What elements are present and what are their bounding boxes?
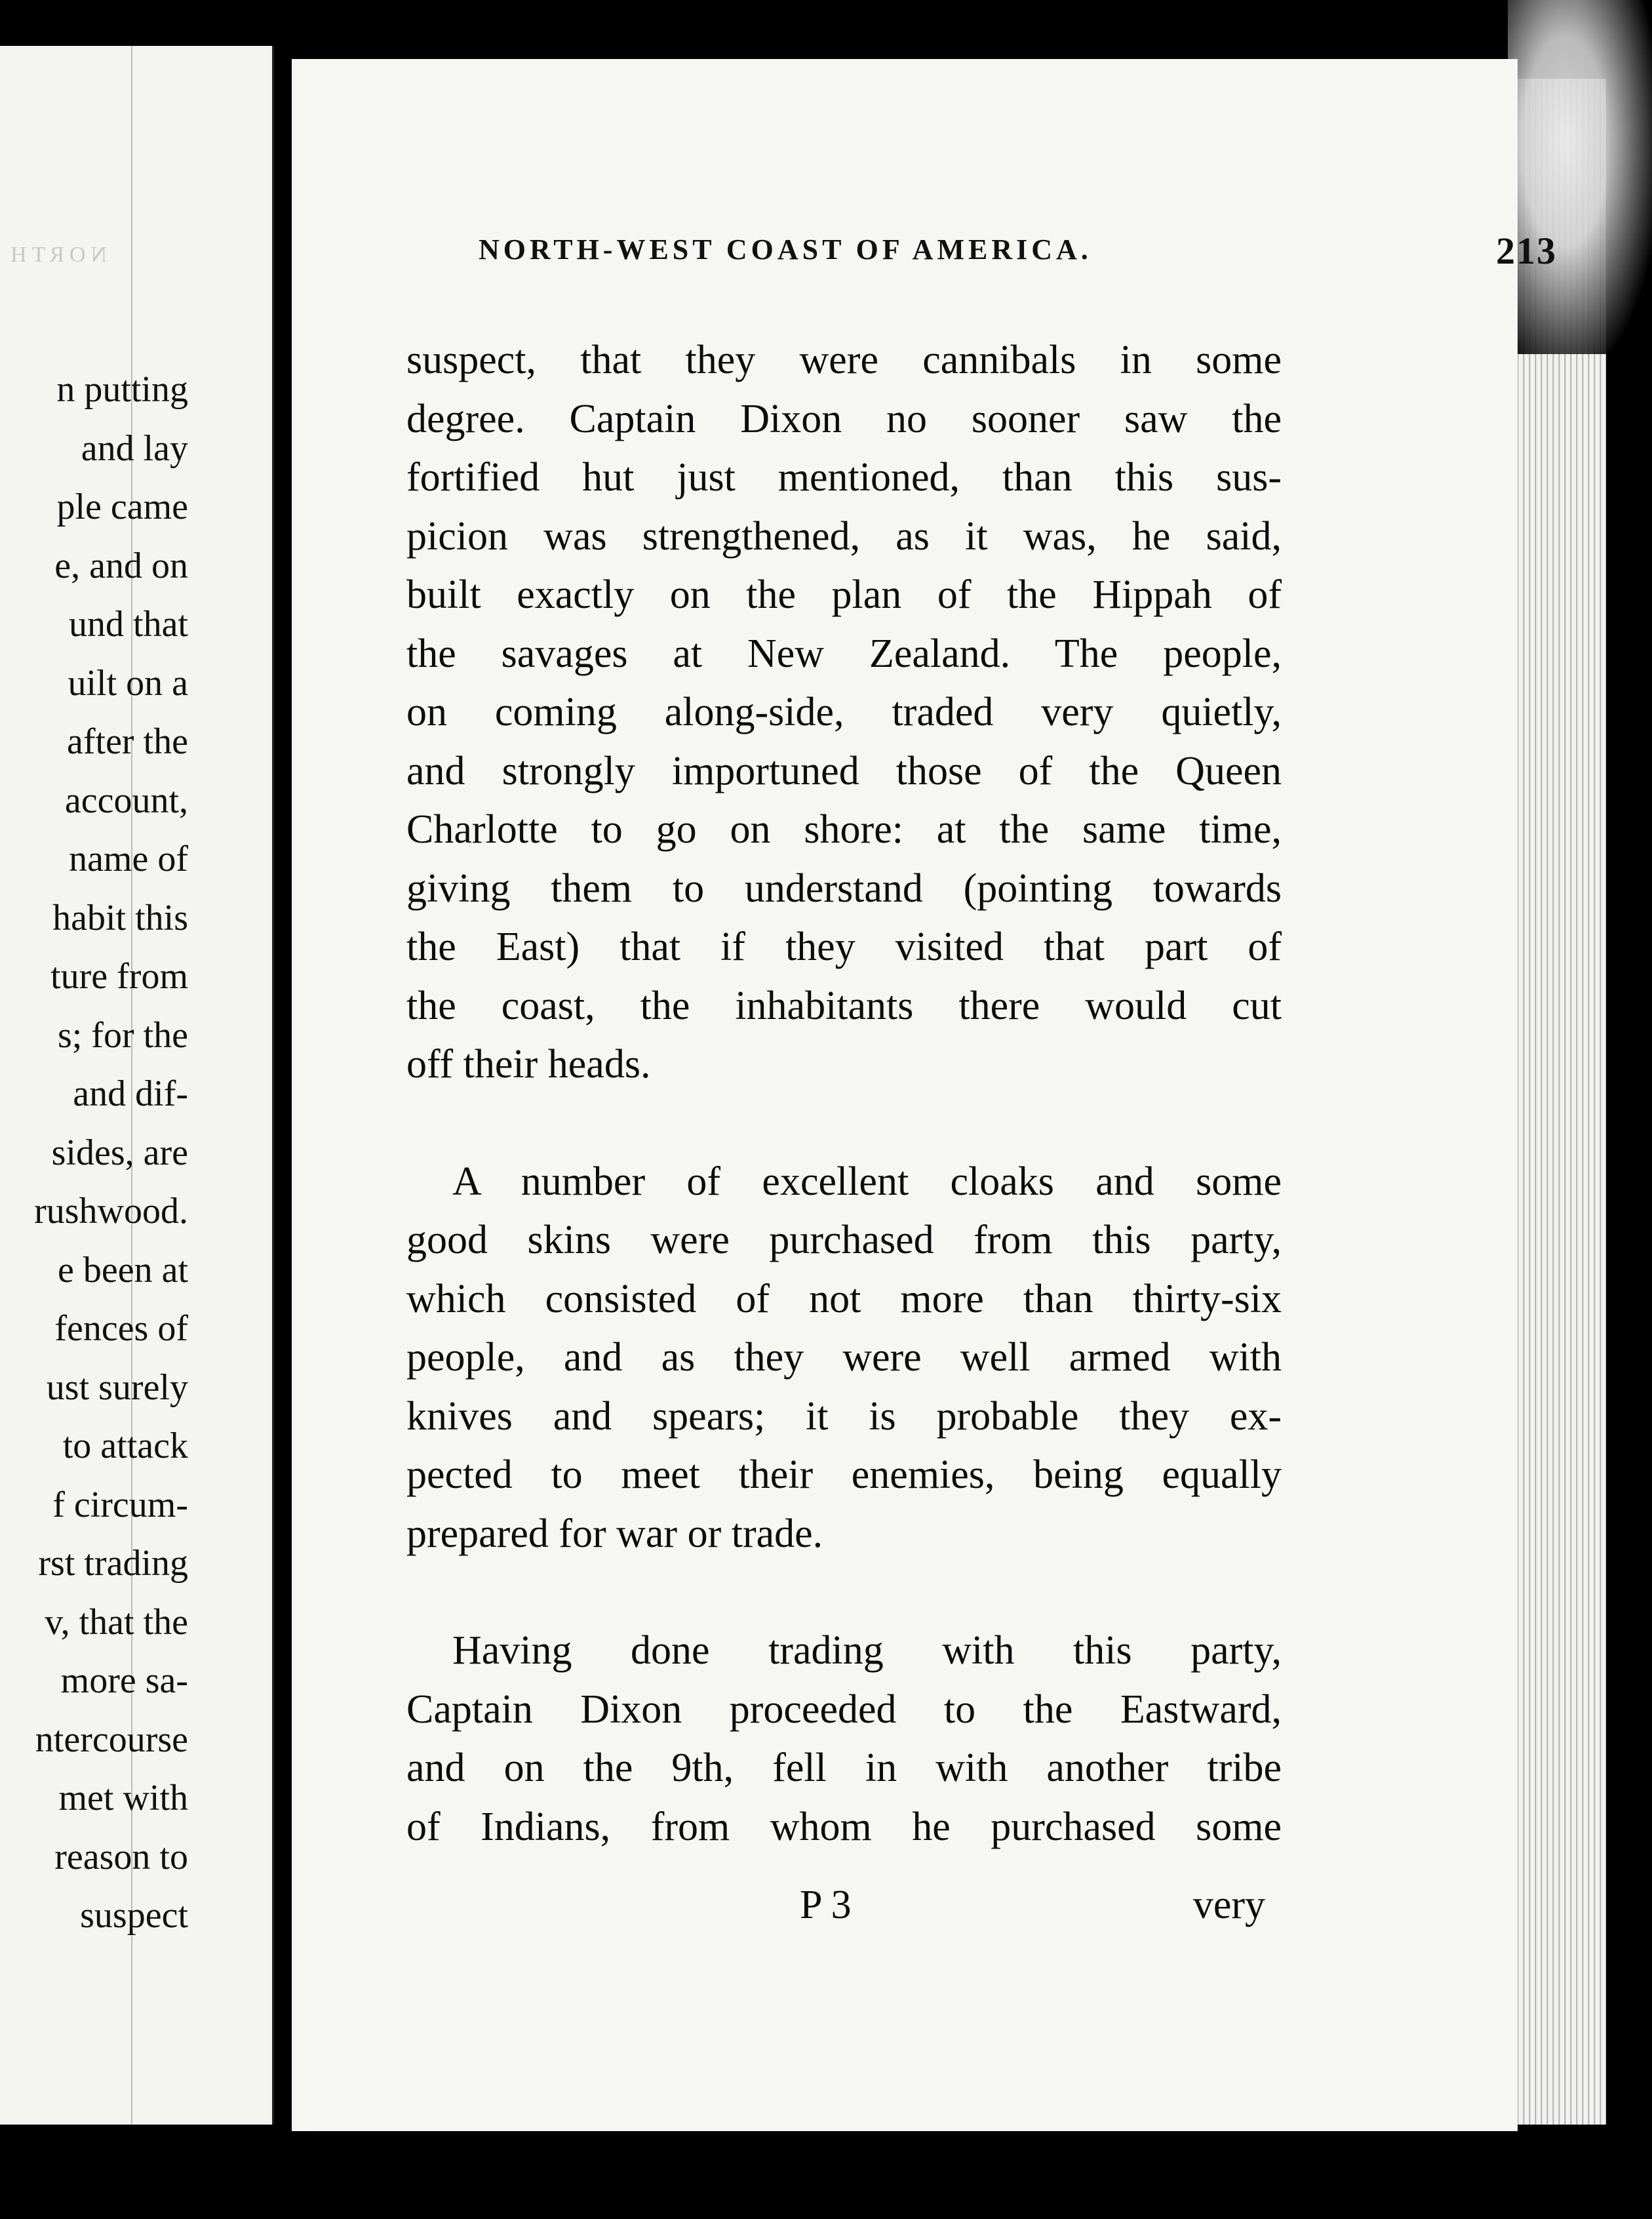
text-line: ntercourse [35, 1719, 188, 1760]
text-line: Captain Dixon proceeded to the Eastward, [406, 1687, 1282, 1732]
text-line: fortified hut just mentioned, than this sus- [406, 455, 1282, 500]
text-line: rst trading [38, 1543, 188, 1584]
text-line: and on the 9th, fell in with another tribe [406, 1746, 1282, 1790]
text-line: rushwood. [34, 1191, 188, 1231]
text-line: suspect [80, 1895, 188, 1936]
text-line: ple came [56, 487, 188, 527]
right-page [292, 59, 1557, 2131]
text-line: on coming along-side, traded very quietly, [406, 690, 1282, 734]
text-line: more sa- [60, 1660, 188, 1701]
text-line: pected to meet their enemies, being equally [406, 1452, 1282, 1497]
text-line: knives and spears; it is probable they ex- [406, 1393, 1282, 1439]
text-line: fences of [54, 1308, 188, 1349]
text-line: v, that the [45, 1601, 188, 1643]
text-line: degree. Captain Dixon no sooner saw the [406, 396, 1282, 441]
left-page [0, 46, 274, 2125]
text-line: the savages at New Zealand. The people, [406, 631, 1282, 676]
text-line: picion was strengthened, as it was, he said, [406, 513, 1282, 559]
running-head [479, 230, 1573, 272]
text-line: name of [69, 839, 188, 879]
text-line: prepared for war or trade. [406, 1511, 823, 1556]
left-running-head-fragment: NORTH [5, 243, 108, 267]
text-line: Charlotte to go on shore: at the same time, [406, 807, 1282, 852]
signature-mark: P 3 [800, 1883, 852, 1927]
text-line: A number of excellent cloaks and some [452, 1159, 1282, 1204]
catchword: very [1192, 1883, 1265, 1927]
scan-smudge [1508, 0, 1652, 354]
text-line: and dif- [73, 1073, 188, 1114]
text-line: ust surely [46, 1367, 188, 1408]
text-line: s; for the [57, 1014, 188, 1056]
text-line: sides, are [51, 1132, 188, 1173]
text-line: the East) that if they visited that part of [406, 925, 1282, 969]
running-head-title: NORTH-WEST COAST OF AMERICA. [479, 233, 1092, 266]
text-line: built exactly on the plan of the Hippah of [406, 572, 1282, 617]
paragraph-gap [406, 1094, 1282, 1153]
text-line: people, and as they were well armed with [406, 1335, 1282, 1380]
text-line: after the [67, 721, 188, 762]
text-line: good skins were purchased from this party, [406, 1218, 1282, 1262]
text-line: uilt on a [68, 662, 188, 704]
page-footer [390, 1882, 1265, 1941]
body-text [406, 331, 1282, 1856]
paragraph-gap [406, 1563, 1282, 1622]
text-line: met with [58, 1778, 188, 1818]
text-line: account, [64, 780, 188, 821]
page-number: 213 [1496, 230, 1557, 272]
text-line: off their heads. [406, 1042, 651, 1087]
text-line: the coast, the inhabitants there would cut [406, 983, 1282, 1028]
text-line: Having done trading with this party, [452, 1628, 1282, 1673]
text-line: reason to [54, 1836, 188, 1877]
text-line: e, and on [54, 545, 188, 586]
text-line: which consisted of not more than thirty-six [406, 1276, 1282, 1321]
text-line: and strongly importuned those of the Queen [406, 748, 1282, 793]
text-line: of Indians, from whom he purchased some [406, 1804, 1282, 1849]
text-line: and lay [81, 428, 188, 469]
text-line: und that [69, 604, 188, 645]
text-line: giving them to understand (pointing towards [406, 866, 1282, 911]
text-line: f circum- [52, 1484, 188, 1525]
left-page-text [0, 361, 188, 1946]
text-line: suspect, that they were cannibals in some [406, 338, 1282, 382]
text-line: n putting [56, 369, 188, 410]
text-line: to attack [62, 1426, 188, 1466]
text-line: e been at [58, 1249, 188, 1290]
text-line: ture from [50, 956, 188, 997]
text-line: habit this [52, 897, 188, 938]
